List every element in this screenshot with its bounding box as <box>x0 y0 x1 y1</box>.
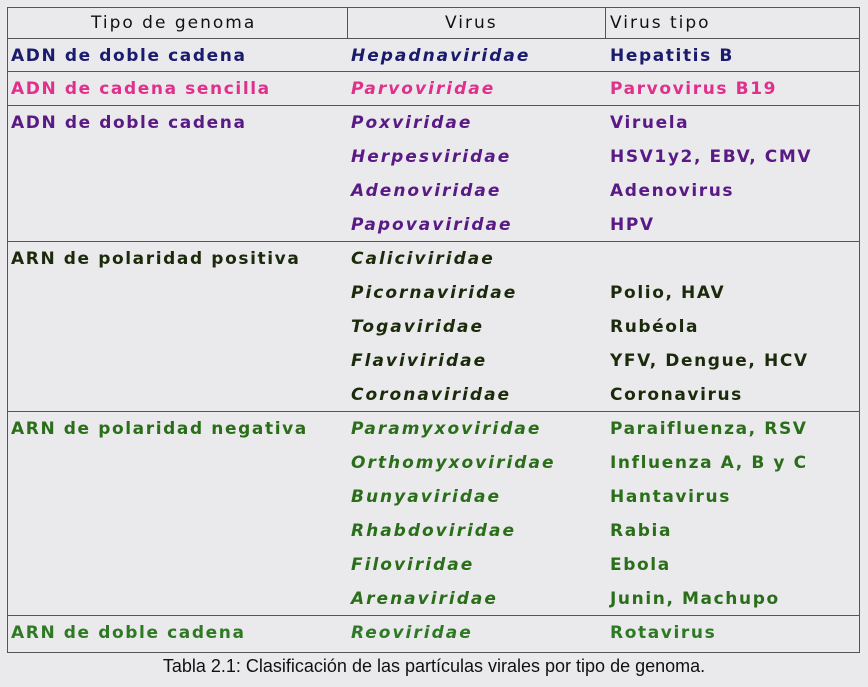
virus-family-cell: Adenoviridae <box>351 181 502 201</box>
virus-type-cell: Influenza A, B y C <box>610 453 808 473</box>
virus-family-cell: Arenaviridae <box>351 589 498 609</box>
virus-family-cell: Paramyxoviridae <box>351 419 542 439</box>
table-row <box>8 140 859 174</box>
table-row <box>8 208 859 242</box>
virus-type-cell: Rubéola <box>610 317 700 337</box>
table-header <box>8 8 859 39</box>
table-row <box>8 344 859 378</box>
table-row <box>8 480 859 514</box>
virus-family-cell: Coronaviridae <box>351 385 512 405</box>
virus-classification-table <box>7 7 860 653</box>
genome-group <box>8 106 859 242</box>
table-row <box>8 242 859 276</box>
virus-type-cell: Parvovirus B19 <box>610 79 778 99</box>
genome-group <box>8 616 859 654</box>
virus-family-cell: Papovaviridae <box>351 215 513 235</box>
table-row <box>8 106 859 140</box>
virus-type-cell: Paraifluenza, RSV <box>610 419 808 439</box>
genome-type-cell: ADN de cadena sencilla <box>11 79 271 99</box>
table-row <box>8 378 859 412</box>
table-row <box>8 276 859 310</box>
header-virus: Virus <box>445 13 498 33</box>
genome-group <box>8 39 859 72</box>
genome-type-cell: ARN de doble cadena <box>11 623 246 643</box>
genome-group <box>8 72 859 106</box>
virus-family-cell: Togaviridae <box>351 317 485 337</box>
genome-type-cell: ARN de polaridad positiva <box>11 249 301 269</box>
virus-type-cell: HPV <box>610 215 655 235</box>
header-divider <box>605 8 606 39</box>
header-divider <box>347 8 348 39</box>
table-row <box>8 582 859 616</box>
genome-group <box>8 242 859 412</box>
table-row <box>8 174 859 208</box>
virus-type-cell: Ebola <box>610 555 671 575</box>
virus-type-cell: Rabia <box>610 521 673 541</box>
virus-family-cell: Picornaviridae <box>351 283 518 303</box>
virus-type-cell: Rotavirus <box>610 623 717 643</box>
virus-family-cell: Herpesviridae <box>351 147 512 167</box>
table-row <box>8 310 859 344</box>
virus-type-cell: HSV1y2, EBV, CMV <box>610 147 813 167</box>
virus-type-cell: Hepatitis B <box>610 46 734 66</box>
virus-family-cell: Poxviridae <box>351 113 473 133</box>
table-row <box>8 514 859 548</box>
table-row <box>8 616 859 650</box>
header-virus-type: Virus tipo <box>610 13 711 33</box>
table-row <box>8 39 859 73</box>
table-row <box>8 72 859 106</box>
genome-type-cell: ARN de polaridad negativa <box>11 419 308 439</box>
virus-family-cell: Hepadnaviridae <box>351 46 531 66</box>
virus-type-cell: Hantavirus <box>610 487 731 507</box>
table-row <box>8 412 859 446</box>
virus-family-cell: Reoviridae <box>351 623 473 643</box>
virus-type-cell: Polio, HAV <box>610 283 726 303</box>
virus-family-cell: Parvoviridae <box>351 79 496 99</box>
genome-group <box>8 412 859 616</box>
virus-family-cell: Caliciviridae <box>351 249 495 269</box>
virus-family-cell: Flaviviridae <box>351 351 488 371</box>
virus-type-cell: Adenovirus <box>610 181 735 201</box>
virus-type-cell: YFV, Dengue, HCV <box>610 351 809 371</box>
virus-type-cell: Coronavirus <box>610 385 743 405</box>
virus-type-cell: Viruela <box>610 113 690 133</box>
header-genome-type: Tipo de genoma <box>91 13 257 33</box>
virus-family-cell: Rhabdoviridae <box>351 521 516 541</box>
genome-type-cell: ADN de doble cadena <box>11 46 247 66</box>
table-caption: Tabla 2.1: Clasificación de las partículas virales por tipo de genoma. <box>162 656 706 676</box>
virus-family-cell: Bunyaviridae <box>351 487 502 507</box>
table-row <box>8 548 859 582</box>
virus-type-cell: Junin, Machupo <box>610 589 780 609</box>
table-row <box>8 446 859 480</box>
genome-type-cell: ADN de doble cadena <box>11 113 247 133</box>
virus-family-cell: Filoviridae <box>351 555 475 575</box>
virus-family-cell: Orthomyxoviridae <box>351 453 556 473</box>
